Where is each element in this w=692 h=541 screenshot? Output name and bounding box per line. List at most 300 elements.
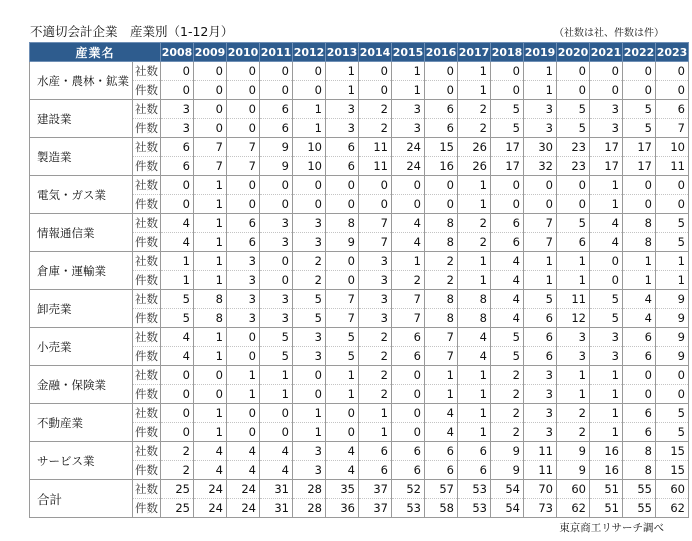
company-count-cell: 4 (458, 328, 491, 347)
case-count-cell: 4 (326, 461, 359, 480)
case-count-cell: 8 (425, 309, 458, 328)
company-count-cell: 6 (524, 328, 557, 347)
case-count-label: 件数 (133, 271, 161, 290)
company-count-cell: 4 (425, 404, 458, 423)
company-count-cell: 10 (293, 138, 326, 157)
company-count-cell: 1 (260, 366, 293, 385)
company-count-cell: 4 (260, 442, 293, 461)
case-count-cell: 1 (590, 385, 623, 404)
company-count-cell: 0 (161, 62, 194, 81)
company-count-label: 社数 (133, 366, 161, 385)
case-count-cell: 0 (194, 385, 227, 404)
case-count-cell: 16 (425, 157, 458, 176)
case-count-cell: 1 (194, 233, 227, 252)
case-count-cell: 0 (623, 81, 656, 100)
company-count-cell: 4 (491, 290, 524, 309)
case-count-cell: 2 (425, 271, 458, 290)
company-count-cell: 0 (161, 366, 194, 385)
company-count-cell: 1 (392, 62, 425, 81)
company-count-cell: 2 (359, 328, 392, 347)
case-count-cell: 8 (425, 233, 458, 252)
case-count-cell: 6 (359, 461, 392, 480)
company-count-cell: 0 (194, 62, 227, 81)
company-count-label: 社数 (133, 290, 161, 309)
company-count-cell: 70 (524, 480, 557, 499)
company-count-cell: 6 (656, 100, 689, 119)
company-count-cell: 1 (194, 176, 227, 195)
company-count-cell: 9 (557, 442, 590, 461)
case-count-label: 件数 (133, 347, 161, 366)
case-count-cell: 6 (458, 461, 491, 480)
company-count-cell: 3 (524, 100, 557, 119)
company-count-cell: 24 (392, 138, 425, 157)
company-count-cell: 6 (227, 214, 260, 233)
company-count-cell: 2 (293, 252, 326, 271)
company-count-cell: 17 (491, 138, 524, 157)
company-count-cell: 8 (326, 214, 359, 233)
company-count-cell: 24 (194, 480, 227, 499)
industry-name: 倉庫・運輸業 (30, 252, 133, 290)
table-title: 不適切会計企業 産業別（1-12月） (30, 24, 234, 39)
company-count-cell: 4 (161, 214, 194, 233)
case-count-cell: 0 (392, 385, 425, 404)
company-count-cell: 3 (293, 328, 326, 347)
company-count-cell: 11 (359, 138, 392, 157)
company-count-cell: 1 (590, 404, 623, 423)
company-count-cell: 0 (260, 62, 293, 81)
case-count-cell: 4 (161, 233, 194, 252)
case-count-cell: 3 (326, 119, 359, 138)
case-count-cell: 73 (524, 499, 557, 518)
table-row (30, 366, 689, 385)
data-table (29, 42, 689, 518)
company-count-cell: 0 (656, 62, 689, 81)
year-header: 2023 (656, 43, 689, 62)
company-count-cell: 6 (161, 138, 194, 157)
company-count-cell: 0 (359, 176, 392, 195)
company-count-cell: 9 (656, 328, 689, 347)
company-count-cell: 7 (392, 290, 425, 309)
table-row (30, 62, 689, 81)
company-count-cell: 0 (656, 366, 689, 385)
case-count-label: 件数 (133, 195, 161, 214)
company-count-cell: 55 (623, 480, 656, 499)
table-row (30, 176, 689, 195)
case-count-cell: 0 (293, 195, 326, 214)
case-count-cell: 26 (458, 157, 491, 176)
company-count-cell: 1 (458, 176, 491, 195)
company-count-label: 社数 (133, 214, 161, 233)
company-count-cell: 5 (491, 100, 524, 119)
case-count-cell: 3 (590, 347, 623, 366)
case-count-cell: 2 (557, 423, 590, 442)
company-count-cell: 0 (227, 404, 260, 423)
case-count-cell: 2 (392, 271, 425, 290)
company-count-cell: 3 (260, 214, 293, 233)
case-count-cell: 6 (161, 157, 194, 176)
case-count-cell: 0 (260, 423, 293, 442)
case-count-cell: 2 (293, 271, 326, 290)
case-count-cell: 1 (425, 385, 458, 404)
case-count-cell: 5 (260, 347, 293, 366)
company-count-cell: 2 (557, 404, 590, 423)
company-count-cell: 0 (359, 62, 392, 81)
company-count-label: 社数 (133, 62, 161, 81)
company-count-cell: 3 (293, 442, 326, 461)
company-count-cell: 1 (458, 62, 491, 81)
case-count-cell: 0 (260, 195, 293, 214)
case-count-label: 件数 (133, 461, 161, 480)
company-count-cell: 6 (623, 404, 656, 423)
company-count-cell: 8 (623, 214, 656, 233)
case-count-cell: 5 (161, 309, 194, 328)
case-count-cell: 23 (557, 157, 590, 176)
case-count-cell: 1 (458, 423, 491, 442)
company-count-cell: 4 (227, 442, 260, 461)
case-count-cell: 54 (491, 499, 524, 518)
industry-name: 製造業 (30, 138, 133, 176)
company-count-cell: 0 (227, 100, 260, 119)
case-count-cell: 0 (227, 423, 260, 442)
case-count-cell: 4 (194, 461, 227, 480)
case-count-cell: 7 (524, 233, 557, 252)
case-count-cell: 9 (326, 233, 359, 252)
company-count-cell: 4 (491, 252, 524, 271)
case-count-cell: 9 (656, 309, 689, 328)
case-count-cell: 5 (326, 347, 359, 366)
case-count-cell: 3 (260, 309, 293, 328)
company-count-cell: 0 (194, 100, 227, 119)
company-count-cell: 1 (623, 252, 656, 271)
header-row (30, 43, 689, 62)
company-count-cell: 0 (161, 176, 194, 195)
case-count-cell: 1 (458, 271, 491, 290)
company-count-cell: 0 (590, 62, 623, 81)
case-count-cell: 3 (293, 347, 326, 366)
company-count-cell: 8 (425, 290, 458, 309)
case-count-cell: 28 (293, 499, 326, 518)
table-row (30, 480, 689, 499)
company-count-cell: 3 (524, 366, 557, 385)
company-count-cell: 9 (656, 290, 689, 309)
case-count-cell: 15 (656, 461, 689, 480)
case-count-cell: 36 (326, 499, 359, 518)
company-count-cell: 4 (194, 442, 227, 461)
company-count-cell: 1 (392, 252, 425, 271)
case-count-cell: 1 (590, 195, 623, 214)
case-count-cell: 1 (194, 195, 227, 214)
table-row (30, 290, 689, 309)
year-header: 2011 (260, 43, 293, 62)
case-count-cell: 1 (392, 81, 425, 100)
case-count-cell: 5 (623, 119, 656, 138)
company-count-cell: 6 (425, 100, 458, 119)
company-count-cell: 5 (326, 328, 359, 347)
company-count-cell: 1 (656, 252, 689, 271)
case-count-cell: 5 (491, 119, 524, 138)
company-count-cell: 31 (260, 480, 293, 499)
case-count-cell: 0 (557, 195, 590, 214)
company-count-cell: 7 (425, 328, 458, 347)
company-count-label: 社数 (133, 404, 161, 423)
company-count-cell: 3 (359, 252, 392, 271)
case-count-cell: 5 (656, 423, 689, 442)
company-count-cell: 6 (392, 442, 425, 461)
company-count-cell: 3 (227, 290, 260, 309)
case-count-cell: 5 (491, 347, 524, 366)
case-count-cell: 3 (260, 233, 293, 252)
company-count-cell: 0 (326, 176, 359, 195)
case-count-cell: 3 (293, 233, 326, 252)
company-count-cell: 2 (425, 252, 458, 271)
case-count-label: 件数 (133, 81, 161, 100)
year-header: 2014 (359, 43, 392, 62)
company-count-cell: 6 (491, 214, 524, 233)
case-count-cell: 0 (392, 423, 425, 442)
company-count-cell: 1 (458, 366, 491, 385)
company-count-cell: 4 (161, 328, 194, 347)
year-header: 2013 (326, 43, 359, 62)
case-count-cell: 4 (425, 423, 458, 442)
case-count-label: 件数 (133, 157, 161, 176)
company-count-cell: 23 (557, 138, 590, 157)
company-count-cell: 1 (326, 62, 359, 81)
case-count-cell: 17 (491, 157, 524, 176)
company-count-cell: 5 (161, 290, 194, 309)
case-count-cell: 3 (161, 119, 194, 138)
case-count-cell: 32 (524, 157, 557, 176)
year-header: 2016 (425, 43, 458, 62)
case-count-cell: 0 (326, 423, 359, 442)
company-count-cell: 1 (194, 252, 227, 271)
case-count-cell: 9 (491, 461, 524, 480)
case-count-cell: 0 (227, 119, 260, 138)
year-header: 2019 (524, 43, 557, 62)
industry-name: 卸売業 (30, 290, 133, 328)
company-count-cell: 57 (425, 480, 458, 499)
company-count-cell: 1 (590, 176, 623, 195)
industry-name: 電気・ガス業 (30, 176, 133, 214)
company-count-cell: 2 (359, 366, 392, 385)
case-count-cell: 2 (458, 233, 491, 252)
company-count-cell: 3 (293, 214, 326, 233)
case-count-cell: 7 (656, 119, 689, 138)
case-count-cell: 0 (557, 81, 590, 100)
case-count-cell: 62 (656, 499, 689, 518)
year-header: 2012 (293, 43, 326, 62)
case-count-cell: 0 (656, 195, 689, 214)
case-count-cell: 1 (326, 385, 359, 404)
company-count-cell: 6 (623, 328, 656, 347)
company-count-label: 社数 (133, 252, 161, 271)
case-count-cell: 1 (194, 271, 227, 290)
company-count-cell: 0 (623, 176, 656, 195)
case-count-cell: 0 (161, 81, 194, 100)
company-count-cell: 3 (227, 252, 260, 271)
case-count-cell: 9 (557, 461, 590, 480)
company-count-cell: 7 (326, 290, 359, 309)
case-count-cell: 6 (524, 347, 557, 366)
company-count-cell: 0 (392, 176, 425, 195)
industry-header: 産業名 (30, 43, 161, 62)
company-count-cell: 5 (557, 100, 590, 119)
case-count-cell: 58 (425, 499, 458, 518)
case-count-cell: 62 (557, 499, 590, 518)
company-count-cell: 60 (656, 480, 689, 499)
case-count-cell: 6 (623, 423, 656, 442)
case-count-cell: 53 (392, 499, 425, 518)
case-count-cell: 3 (392, 119, 425, 138)
company-count-cell: 6 (326, 138, 359, 157)
company-count-label: 社数 (133, 328, 161, 347)
company-count-cell: 0 (227, 62, 260, 81)
case-count-label: 件数 (133, 385, 161, 404)
case-count-cell: 53 (458, 499, 491, 518)
company-count-cell: 4 (623, 290, 656, 309)
company-count-cell: 1 (194, 214, 227, 233)
case-count-cell: 0 (227, 81, 260, 100)
case-count-cell: 0 (491, 195, 524, 214)
case-count-cell: 12 (557, 309, 590, 328)
case-count-cell: 5 (293, 309, 326, 328)
company-count-label: 社数 (133, 176, 161, 195)
case-count-cell: 1 (293, 119, 326, 138)
industry-name: 金融・保険業 (30, 366, 133, 404)
company-count-cell: 60 (557, 480, 590, 499)
case-count-cell: 1 (227, 385, 260, 404)
case-count-cell: 2 (458, 119, 491, 138)
company-count-cell: 5 (260, 328, 293, 347)
company-count-cell: 17 (590, 138, 623, 157)
company-count-cell: 1 (359, 404, 392, 423)
case-count-cell: 1 (458, 385, 491, 404)
case-count-cell: 0 (260, 271, 293, 290)
company-count-cell: 10 (656, 138, 689, 157)
year-header: 2022 (623, 43, 656, 62)
company-count-cell: 3 (392, 100, 425, 119)
company-count-cell: 1 (458, 252, 491, 271)
company-count-cell: 11 (524, 442, 557, 461)
source-note: 東京商工リサーチ調べ (559, 522, 664, 534)
case-count-cell: 11 (524, 461, 557, 480)
company-count-cell: 5 (524, 290, 557, 309)
case-count-cell: 3 (359, 271, 392, 290)
case-count-cell: 0 (425, 81, 458, 100)
case-count-cell: 1 (458, 81, 491, 100)
case-count-cell: 0 (656, 385, 689, 404)
case-count-cell: 0 (161, 423, 194, 442)
year-header: 2021 (590, 43, 623, 62)
company-count-cell: 3 (590, 328, 623, 347)
case-count-cell: 3 (557, 347, 590, 366)
case-count-cell: 55 (623, 499, 656, 518)
case-count-cell: 0 (194, 119, 227, 138)
company-count-cell: 0 (623, 366, 656, 385)
company-count-cell: 1 (293, 100, 326, 119)
case-count-cell: 0 (326, 195, 359, 214)
case-count-cell: 51 (590, 499, 623, 518)
company-count-cell: 1 (524, 62, 557, 81)
year-header: 2009 (194, 43, 227, 62)
case-count-cell: 3 (359, 309, 392, 328)
company-count-cell: 3 (557, 328, 590, 347)
case-count-cell: 10 (293, 157, 326, 176)
company-count-cell: 8 (425, 214, 458, 233)
company-count-cell: 53 (458, 480, 491, 499)
table-body (30, 62, 689, 518)
case-count-cell: 7 (227, 157, 260, 176)
case-count-cell: 24 (227, 499, 260, 518)
company-count-cell: 5 (656, 214, 689, 233)
case-count-cell: 17 (590, 157, 623, 176)
company-count-cell: 15 (656, 442, 689, 461)
company-count-cell: 2 (161, 442, 194, 461)
company-count-cell: 0 (293, 176, 326, 195)
company-count-cell: 6 (458, 442, 491, 461)
case-count-cell: 0 (227, 195, 260, 214)
company-count-cell: 1 (590, 366, 623, 385)
year-header: 2015 (392, 43, 425, 62)
case-count-cell: 0 (293, 81, 326, 100)
case-count-cell: 5 (656, 233, 689, 252)
case-count-cell: 11 (656, 157, 689, 176)
company-count-cell: 1 (194, 404, 227, 423)
company-count-cell: 0 (161, 404, 194, 423)
company-count-cell: 1 (458, 404, 491, 423)
company-count-cell: 1 (326, 366, 359, 385)
company-count-cell: 1 (227, 366, 260, 385)
case-count-cell: 0 (260, 81, 293, 100)
case-count-cell: 3 (293, 461, 326, 480)
case-count-cell: 6 (491, 233, 524, 252)
company-count-cell: 25 (161, 480, 194, 499)
case-count-cell: 6 (326, 157, 359, 176)
industry-name: 合計 (30, 480, 133, 518)
case-count-cell: 3 (524, 119, 557, 138)
case-count-cell: 7 (326, 309, 359, 328)
company-count-cell: 0 (293, 366, 326, 385)
company-count-cell: 51 (590, 480, 623, 499)
table-row (30, 442, 689, 461)
company-count-cell: 17 (623, 138, 656, 157)
company-count-cell: 3 (590, 100, 623, 119)
company-count-cell: 0 (656, 176, 689, 195)
year-header: 2010 (227, 43, 260, 62)
company-count-cell: 37 (359, 480, 392, 499)
company-count-cell: 0 (260, 176, 293, 195)
year-header: 2020 (557, 43, 590, 62)
table-row (30, 328, 689, 347)
case-count-cell: 16 (590, 461, 623, 480)
case-count-label: 件数 (133, 423, 161, 442)
case-count-cell: 4 (623, 309, 656, 328)
company-count-cell: 5 (656, 404, 689, 423)
case-count-cell: 1 (524, 81, 557, 100)
case-count-cell: 6 (623, 347, 656, 366)
case-count-label: 件数 (133, 499, 161, 518)
company-count-cell: 5 (491, 328, 524, 347)
industry-name: 水産・農林・鉱業 (30, 62, 133, 100)
case-count-cell: 0 (161, 195, 194, 214)
case-count-cell: 1 (260, 385, 293, 404)
case-count-cell: 1 (524, 271, 557, 290)
company-count-cell: 6 (359, 442, 392, 461)
case-count-cell: 9 (260, 157, 293, 176)
company-count-cell: 2 (491, 366, 524, 385)
case-count-cell: 31 (260, 499, 293, 518)
case-count-cell: 37 (359, 499, 392, 518)
year-header: 2018 (491, 43, 524, 62)
